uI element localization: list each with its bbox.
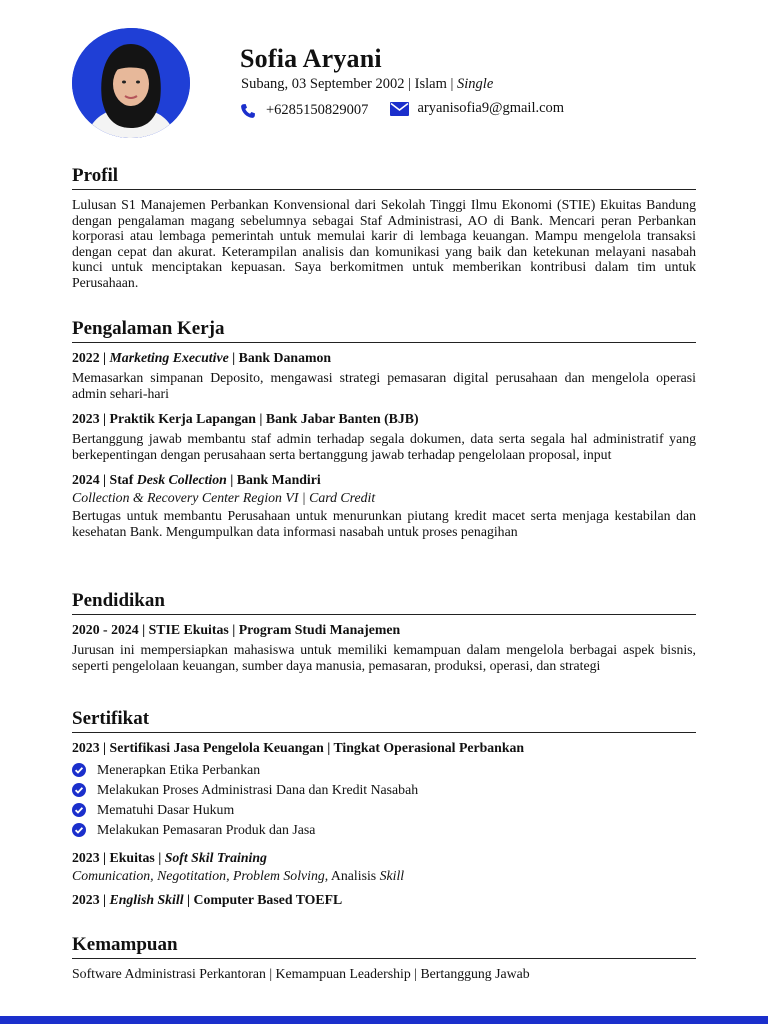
education-section bbox=[72, 590, 696, 673]
personal-info-text: Subang, 03 September 2002 | Islam | bbox=[241, 76, 458, 92]
profile-photo bbox=[72, 28, 190, 138]
footer-accent-bar bbox=[0, 1016, 768, 1024]
certificate-subtitle-end: Skill bbox=[379, 868, 405, 883]
list-item-label: Menerapkan Etika Perbankan bbox=[97, 762, 261, 777]
certificate-competency-list bbox=[72, 760, 696, 840]
certificate-heading bbox=[72, 850, 696, 866]
experience-role: Desk Collection bbox=[136, 472, 227, 488]
check-circle-icon bbox=[72, 803, 86, 817]
experience-heading bbox=[72, 472, 696, 488]
list-item bbox=[72, 780, 696, 800]
experience-description: Bertugas untuk membantu Perusahaan untuk menurunkan piutang kredit macet serta menjaga kestabilan dan kesehatan Bank. Mengumpulkan data informasi nasabah untuk proses penagihan bbox=[72, 508, 696, 539]
experience-heading-prefix: 2024 | Staf bbox=[72, 472, 137, 488]
contact-row bbox=[240, 102, 564, 119]
certificate-subtitle bbox=[72, 868, 696, 884]
experience-heading: 2023 | Praktik Kerja Lapangan | Bank Jabar Banten (BJB) bbox=[72, 411, 419, 427]
list-item-label: Melakukan Proses Administrasi Dana dan Kredit Nasabah bbox=[97, 782, 419, 797]
profile-text: Lulusan S1 Manajemen Perbankan Konvensional dari Sekolah Tinggi Ilmu Ekonomi (STIE) Ekuitas Bandung dengan pengalaman magang sebelumnya sebagai Staf Administrasi, AO di Bank. Mencari peran Perbankan korporasi atau lembaga pemerintah untuk memulai karir di lembaga keuangan. Mampu mengelola transaksi dengan cepat dan akurat. Keterampilan analisis dan komunikasi yang baik dan ketekunan melayani nasabah kunci untuk menciptakan kepuasan. Saya berkomitmen untuk memberikan kontribusi dalam tim untuk Perusahaan. bbox=[72, 197, 696, 290]
check-circle-icon bbox=[72, 783, 86, 797]
experience-subtitle: Collection & Recovery Center Region VI | Card Credit bbox=[72, 490, 376, 506]
education-description: Jurusan ini mempersiapkan mahasiswa untuk memiliki kemampuan dalam mengelola berbagai aspek bisnis, seperti pengelolaan keuangan, sumber daya manusia, pemasaran, produksi, operasi, dan strategi bbox=[72, 642, 696, 673]
phone-contact bbox=[240, 102, 368, 119]
certificate-heading: 2023 | Sertifikasi Jasa Pengelola Keuangan | Tingkat Operasional Perbankan bbox=[72, 740, 525, 755]
experience-role: Marketing Executive bbox=[109, 350, 229, 365]
candidate-name: Sofia Aryani bbox=[240, 44, 382, 73]
experience-item bbox=[72, 350, 696, 401]
experience-description: Bertanggung jawab membantu staf admin terhadap segala dokumen, data serta segala hal administratif yang berkepentingan dengan perusahaan serta bertanggung jawab terhadap pengelolaan proposal, input bbox=[72, 431, 696, 462]
section-title-profil: Profil bbox=[72, 165, 696, 190]
skills-section bbox=[72, 934, 696, 982]
certificate-heading-suffix: | Computer Based TOEFL bbox=[183, 892, 343, 907]
check-circle-icon bbox=[72, 763, 86, 777]
section-title-education: Pendidikan bbox=[72, 590, 696, 615]
list-item bbox=[72, 820, 696, 840]
experience-item bbox=[72, 472, 696, 539]
list-item bbox=[72, 760, 696, 780]
personal-info bbox=[241, 76, 493, 93]
section-title-certificates: Sertifikat bbox=[72, 708, 696, 733]
phone-icon bbox=[240, 103, 256, 119]
experience-heading bbox=[72, 350, 696, 366]
certificate-section bbox=[72, 708, 696, 912]
list-item-label: Melakukan Pemasaran Produk dan Jasa bbox=[97, 822, 316, 837]
experience-item bbox=[72, 411, 696, 462]
experience-description: Memasarkan simpanan Deposito, mengawasi strategi pemasaran digital perusahaan dan mengelola operasi admin sehari-hari bbox=[72, 370, 696, 401]
experience-heading-prefix: 2022 | bbox=[72, 350, 110, 365]
certificate-subtitle-mid: , Analisis bbox=[324, 868, 380, 883]
certificate-title: Soft Skil Training bbox=[164, 850, 267, 865]
email-contact bbox=[390, 100, 564, 117]
skills-text: Software Administrasi Perkantoran | Kemampuan Leadership | Bertanggung Jawab bbox=[72, 966, 530, 981]
list-item-label: Mematuhi Dasar Hukum bbox=[97, 802, 235, 817]
section-title-skills: Kemampuan bbox=[72, 934, 696, 959]
experience-section bbox=[72, 318, 696, 550]
certificate-heading-prefix: 2023 | Ekuitas | bbox=[72, 850, 165, 865]
experience-company: | Bank Mandiri bbox=[226, 472, 321, 488]
phone-number[interactable]: +6285150829007 bbox=[266, 102, 369, 118]
profile-photo-illustration bbox=[72, 28, 190, 138]
email-icon bbox=[390, 102, 409, 116]
check-circle-icon bbox=[72, 823, 86, 837]
certificate-title: English Skill bbox=[109, 892, 184, 907]
certificate-heading bbox=[72, 892, 696, 908]
education-heading: 2020 - 2024 | STIE Ekuitas | Program Studi Manajemen bbox=[72, 622, 401, 637]
section-title-experience: Pengalaman Kerja bbox=[72, 318, 696, 343]
experience-company: | Bank Danamon bbox=[228, 350, 332, 365]
profile-section bbox=[72, 165, 696, 291]
email-address[interactable]: aryanisofia9@gmail.com bbox=[417, 100, 565, 116]
certificate-heading-prefix: 2023 | bbox=[72, 892, 110, 907]
marital-status: Single bbox=[457, 76, 494, 92]
list-item bbox=[72, 800, 696, 820]
certificate-subtitle-skills: Comunication, Negotitation, Problem Solving bbox=[72, 868, 325, 883]
